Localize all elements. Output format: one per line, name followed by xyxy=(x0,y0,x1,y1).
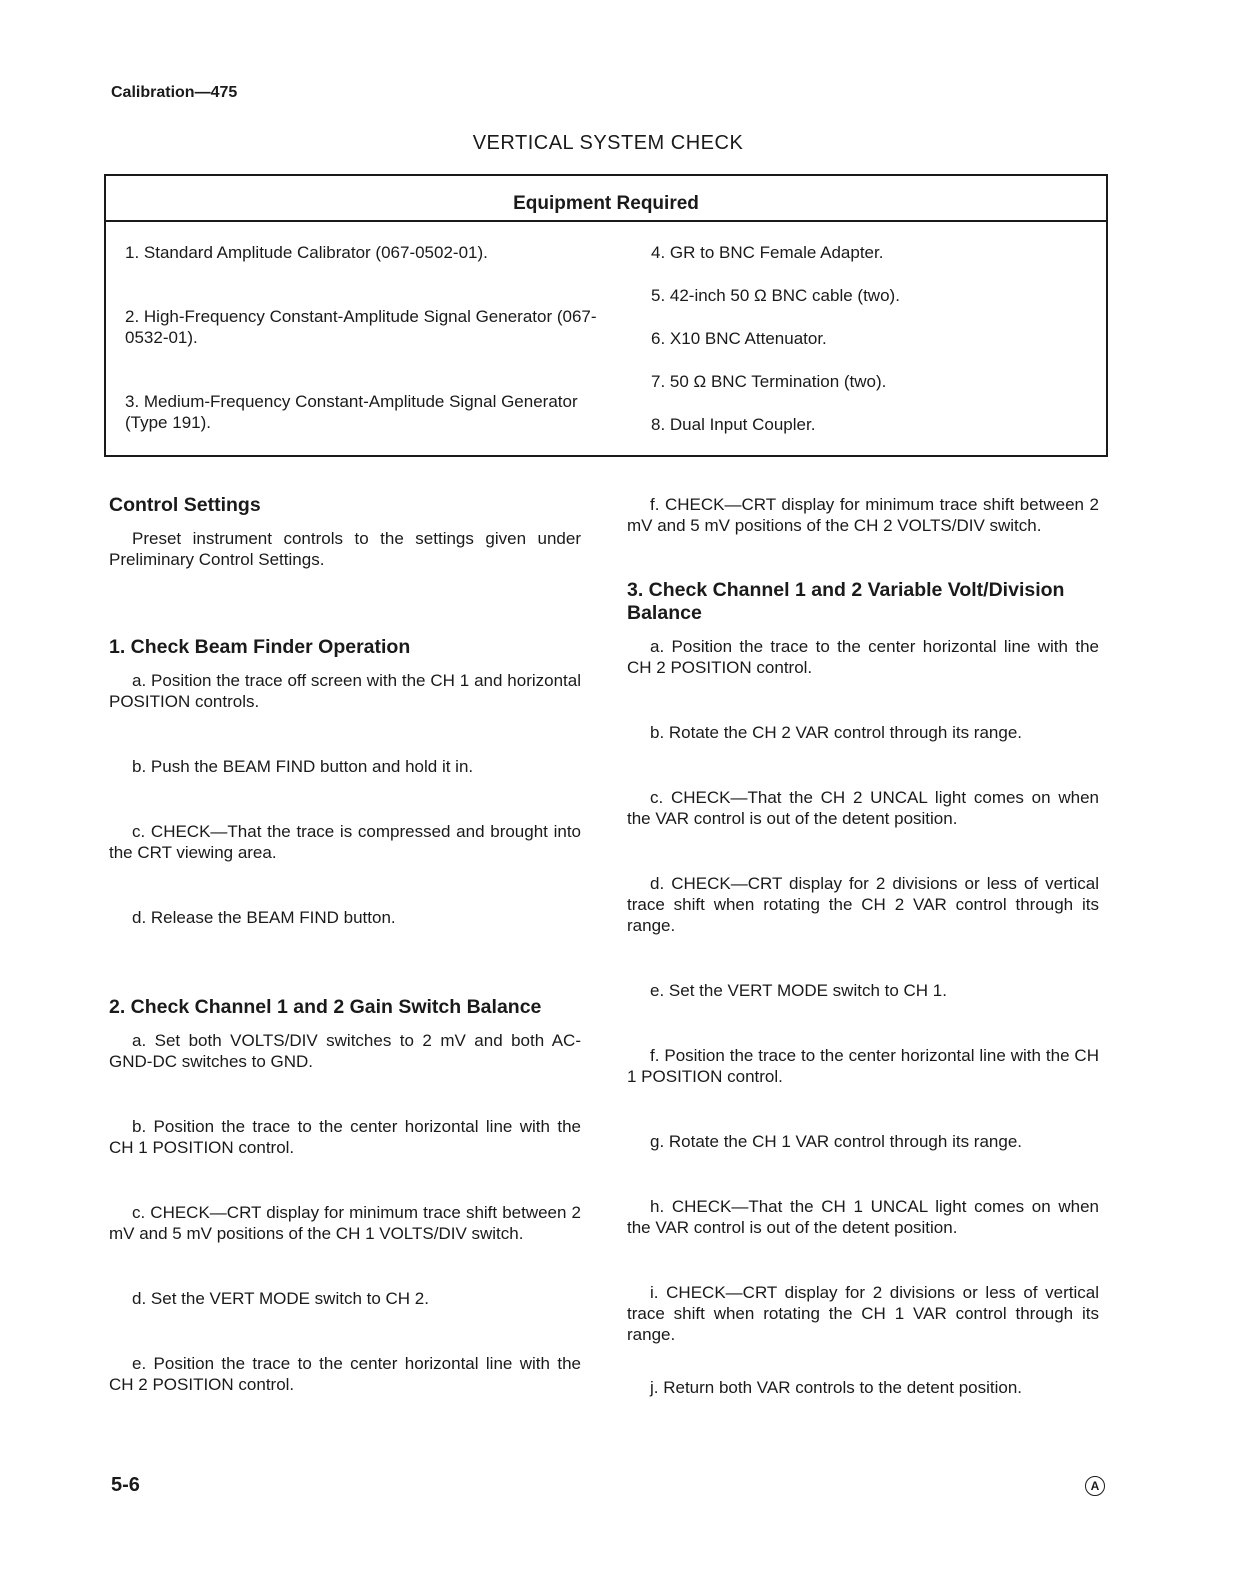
step-2f: f. CHECK—CRT display for minimum trace shift between 2 mV and 5 mV positions of the CH 2 VOLTS/DIV switch. xyxy=(627,495,1099,535)
beam-finder-heading: 1. Check Beam Finder Operation xyxy=(109,636,411,658)
equipment-heading: Equipment Required xyxy=(106,176,1106,222)
step-2d: d. Set the VERT MODE switch to CH 2. xyxy=(132,1289,429,1308)
step-2b: b. Position the trace to the center horizontal line with the CH 1 POSITION control. xyxy=(109,1117,581,1157)
equipment-list-left xyxy=(125,240,600,433)
step-1c: c. CHECK—That the trace is compressed and brought into the CRT viewing area. xyxy=(109,822,581,862)
equipment-item: 1. Standard Amplitude Calibrator (067-0502-01). xyxy=(125,243,488,262)
left-column xyxy=(109,494,581,1395)
control-settings-text: Preset instrument controls to the settings given under Preliminary Control Settings. xyxy=(109,529,581,569)
var-balance-heading: 3. Check Channel 1 and 2 Variable Volt/Division Balance xyxy=(627,579,1065,624)
right-column xyxy=(627,494,1099,1398)
step-3a: a. Position the trace to the center horizontal line with the CH 2 POSITION control. xyxy=(627,637,1099,677)
step-2a: a. Set both VOLTS/DIV switches to 2 mV and both AC-GND-DC switches to GND. xyxy=(109,1031,581,1071)
equipment-item: 5. 42-inch 50 Ω BNC cable (two). xyxy=(651,286,900,305)
header-reference: Calibration—475 xyxy=(111,84,238,101)
equipment-item: 8. Dual Input Coupler. xyxy=(651,415,816,434)
equipment-item: 3. Medium-Frequency Constant-Amplitude Signal Generator (Type 191). xyxy=(125,392,578,432)
equipment-list-right xyxy=(651,240,1091,435)
step-3c: c. CHECK—That the CH 2 UNCAL light comes on when the VAR control is out of the detent position. xyxy=(627,788,1099,828)
revision-mark-letter: A xyxy=(1090,1479,1100,1493)
step-1a: a. Position the trace off screen with the CH 1 and horizontal POSITION controls. xyxy=(109,671,581,711)
equipment-item: 4. GR to BNC Female Adapter. xyxy=(651,243,884,262)
page-title: VERTICAL SYSTEM CHECK xyxy=(472,132,744,154)
step-1b: b. Push the BEAM FIND button and hold it in. xyxy=(132,757,474,776)
step-2c: c. CHECK—CRT display for minimum trace shift between 2 mV and 5 mV positions of the CH 1 VOLTS/DIV switch. xyxy=(109,1203,581,1243)
step-3g: g. Rotate the CH 1 VAR control through its range. xyxy=(650,1132,1022,1151)
step-3d: d. CHECK—CRT display for 2 divisions or less of vertical trace shift when rotating the CH 2 VAR control through its range. xyxy=(627,874,1099,935)
equipment-required-box xyxy=(104,174,1108,457)
step-2e: e. Position the trace to the center horizontal line with the CH 2 POSITION control. xyxy=(109,1354,581,1394)
page-number: 5-6 xyxy=(111,1474,140,1496)
step-3b: b. Rotate the CH 2 VAR control through its range. xyxy=(650,723,1022,742)
equipment-item: 2. High-Frequency Constant-Amplitude Signal Generator (067-0532-01). xyxy=(125,307,597,347)
step-3e: e. Set the VERT MODE switch to CH 1. xyxy=(650,981,947,1000)
control-settings-heading: Control Settings xyxy=(109,494,261,516)
step-3i: i. CHECK—CRT display for 2 divisions or less of vertical trace shift when rotating the CH 1 VAR control through its range. xyxy=(627,1283,1099,1344)
step-3f: f. Position the trace to the center horizontal line with the CH 1 POSITION control. xyxy=(627,1046,1099,1086)
equipment-item: 7. 50 Ω BNC Termination (two). xyxy=(651,372,887,391)
revision-mark-icon xyxy=(1085,1476,1105,1496)
step-3j: j. Return both VAR controls to the detent position. xyxy=(650,1378,1023,1397)
equipment-item: 6. X10 BNC Attenuator. xyxy=(651,329,827,348)
gain-switch-heading: 2. Check Channel 1 and 2 Gain Switch Balance xyxy=(109,996,542,1018)
step-1d: d. Release the BEAM FIND button. xyxy=(132,908,396,927)
step-3h: h. CHECK—That the CH 1 UNCAL light comes on when the VAR control is out of the detent position. xyxy=(627,1197,1099,1237)
